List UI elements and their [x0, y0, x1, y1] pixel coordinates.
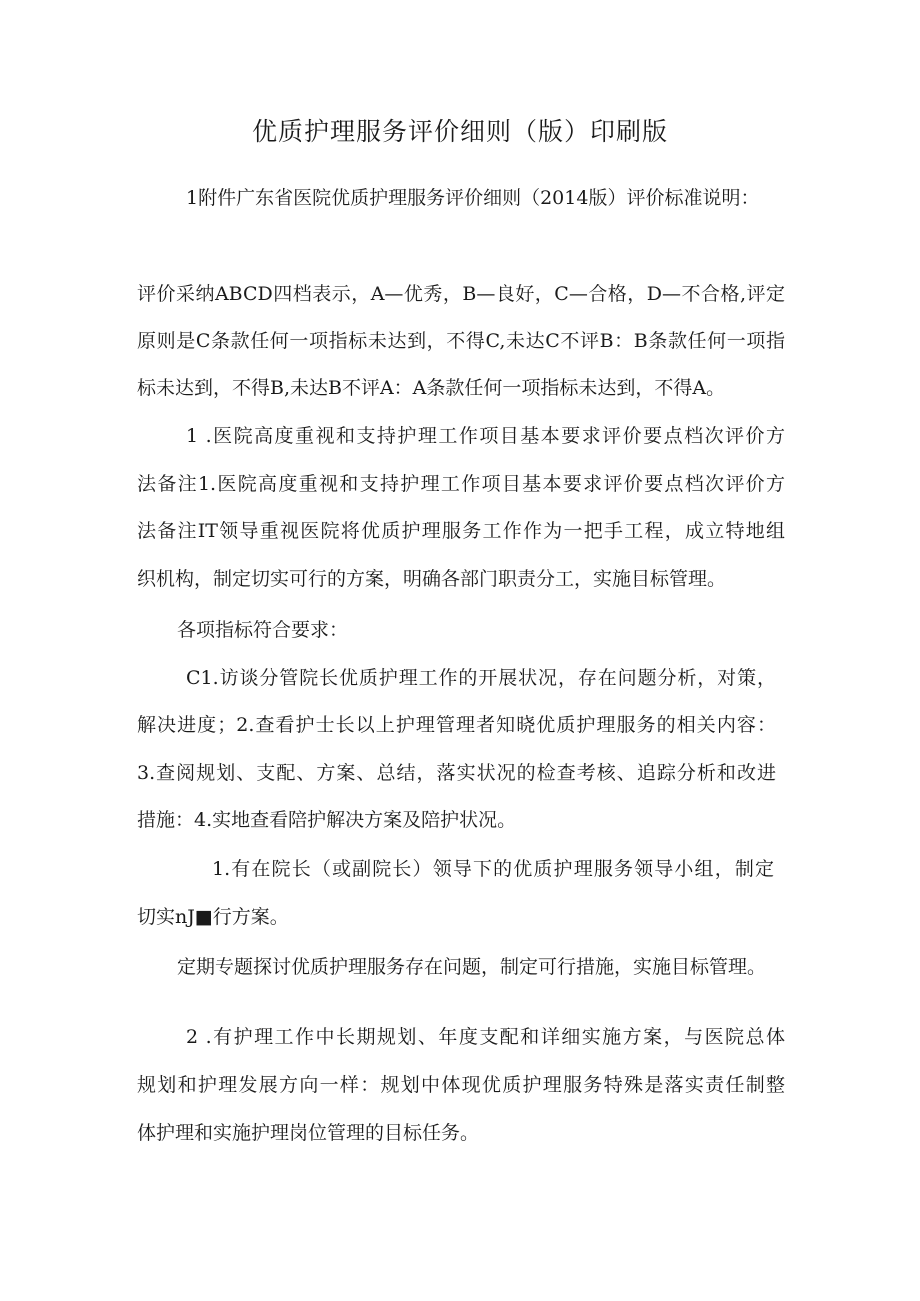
text-line: 原则是C条款任何一项指标未达到，不得C,未达C不评B：B条款任何一项指	[137, 330, 785, 352]
text-line: 织机构，制定切实可行的方案，明确各部门职责分工，实施目标管理。	[137, 568, 727, 590]
text-line: 体护理和实施护理岗位管理的目标任务。	[137, 1122, 480, 1144]
text-line: 3.查阅规划、支配、方案、总结，落实状况的检查考核、追踪分析和改进	[137, 762, 776, 784]
text-line: C1.访谈分管院长优质护理工作的开展状况，存在问题分析，对策，	[186, 667, 776, 689]
text-line: 1 .医院高度重视和支持护理工作项目基本要求评价要点档次评价方	[186, 425, 785, 447]
text-line: 法备注1.医院高度重视和支持护理工作项目基本要求评价要点档次评价方	[137, 473, 785, 495]
text-line: 各项指标符合要求：	[177, 619, 349, 641]
text-line: 规划和护理发展方向一样：规划中体现优质护理服务特殊是落实责任制整	[137, 1074, 785, 1096]
text-line: 定期专题探讨优质护理服务存在问题，制定可行措施，实施目标管理。	[177, 956, 767, 978]
document-title: 优质护理服务评价细则（版）印刷版	[251, 117, 668, 146]
text-line: 1附件广东省医院优质护理服务评价细则（2014版）评价标准说明：	[186, 187, 760, 209]
text-line: 法备注IT领导重视医院将优质护理服务工作作为一把手工程，成立特地组	[137, 520, 785, 542]
text-line: 解决进度；2.查看护士长以上护理管理者知晓优质护理服务的相关内容：	[137, 714, 776, 736]
text-line: 评价采纳ABCD四档表示，A—优秀，B—良好，C—合格，D—不合格,评定	[137, 283, 785, 305]
text-line: 措施：4.实地查看陪护解决方案及陪护状况。	[137, 809, 517, 831]
text-line: 标未达到，不得B,未达B不评A：A条款任何一项指标未达到，不得A。	[137, 377, 726, 399]
text-line: 2 .有护理工作中长期规划、年度支配和详细实施方案，与医院总体	[186, 1026, 785, 1048]
text-line: 切实nJ■行方案。	[137, 906, 289, 928]
text-line: 1.有在院长（或副院长）领导下的优质护理服务领导小组，制定	[212, 858, 774, 880]
